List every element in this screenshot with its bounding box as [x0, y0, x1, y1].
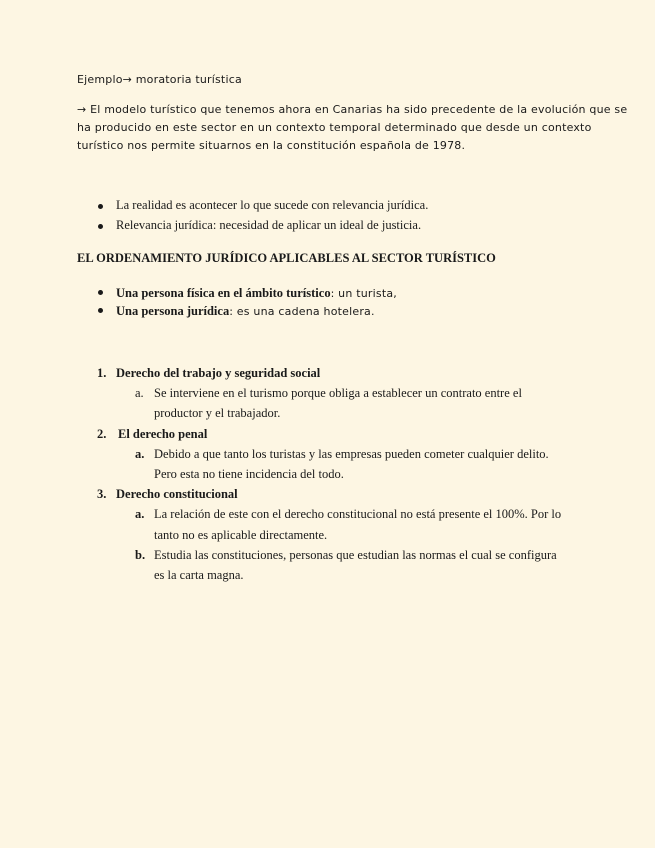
sub-letter: a.: [135, 507, 145, 521]
sub-item-line: tanto no es aplicable directamente.: [154, 528, 328, 542]
sub-item-line: Estudia las constituciones, personas que estudian las normas el cual se configura: [154, 548, 557, 562]
bullet-item: La realidad es acontecer lo que sucede con relevancia jurídica.: [116, 198, 429, 212]
list-title: El derecho penal: [118, 427, 208, 441]
bullet-text: : es una cadena hotelera.: [229, 305, 375, 318]
bullet-item: [116, 302, 375, 320]
list-title: Derecho del trabajo y seguridad social: [116, 366, 321, 380]
section-heading: EL ORDENAMIENTO JURÍDICO APLICABLES AL SECTOR TURÍSTICO: [77, 251, 496, 265]
list-number: 1.: [97, 366, 107, 380]
bullet-icon: [98, 204, 103, 209]
sub-item-line: La relación de este con el derecho constitucional no está presente el 100%. Por lo: [154, 507, 562, 521]
sub-letter: a.: [135, 386, 144, 400]
sub-item-line: es la carta magna.: [154, 568, 244, 582]
sub-item-line: Debido a que tanto los turistas y las empresas pueden cometer cualquier delito.: [154, 447, 549, 461]
bullet-icon: [98, 290, 103, 295]
intro-title: Ejemplo→ moratoria turística: [77, 73, 242, 86]
list-number: 3.: [97, 487, 107, 501]
sub-letter: b.: [135, 548, 146, 562]
bullet-item: Relevancia jurídica: necesidad de aplicar un ideal de justicia.: [116, 218, 422, 232]
list-number: 2.: [97, 427, 107, 441]
bullet-icon: [98, 224, 103, 229]
bullet-item: [116, 284, 397, 302]
intro-paragraph-line: ha producido en este sector en un contexto temporal determinado que desde un contexto: [77, 121, 592, 134]
sub-item-line: productor y el trabajador.: [154, 406, 281, 420]
list-title: Derecho constitucional: [116, 487, 238, 501]
intro-paragraph-line: turístico nos permite situarnos en la constitución española de 1978.: [77, 139, 466, 152]
sub-letter: a.: [135, 447, 145, 461]
bullet-term: Una persona jurídica: [116, 304, 230, 318]
sub-item-line: Se interviene en el turismo porque obliga a establecer un contrato entre el: [154, 386, 522, 400]
bullet-text: : un turista,: [330, 287, 397, 300]
bullet-term: Una persona física en el ámbito turístico: [116, 286, 331, 300]
intro-paragraph-line: → El modelo turístico que tenemos ahora en Canarias ha sido precedente de la evolución que se: [77, 103, 628, 116]
bullet-icon: [98, 308, 103, 313]
sub-item-line: Pero esta no tiene incidencia del todo.: [154, 467, 344, 481]
